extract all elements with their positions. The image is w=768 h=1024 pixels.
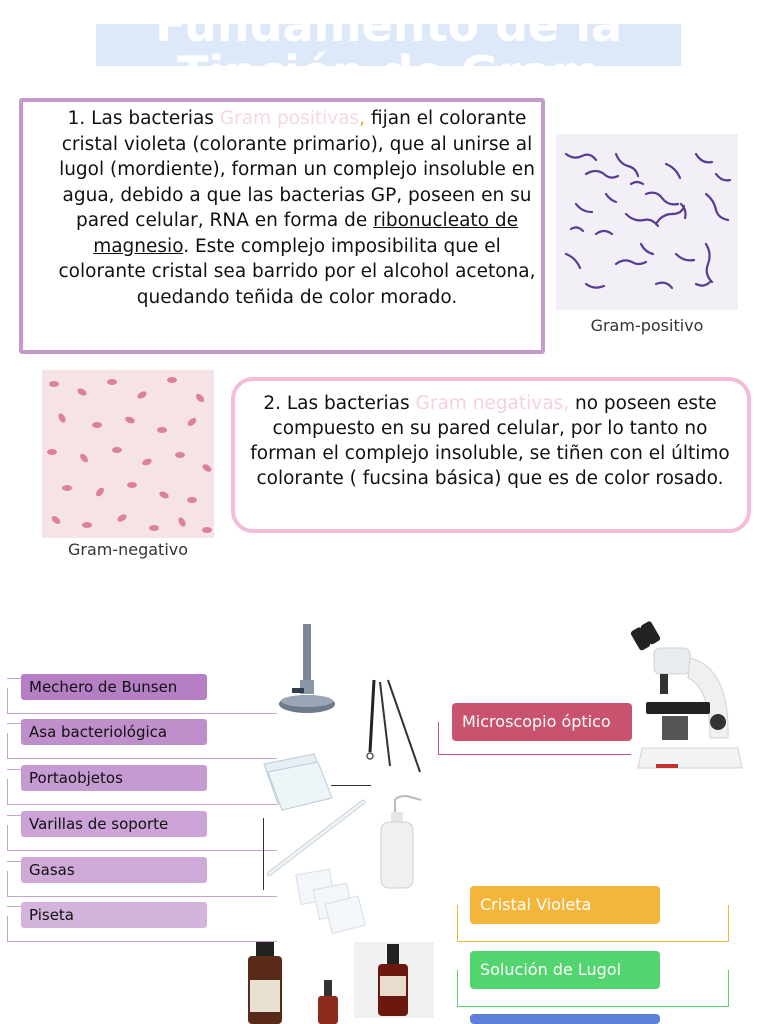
material-bunsen-burner: Mechero de Bunsen — [21, 674, 207, 700]
gram-positive-micrograph — [556, 134, 738, 310]
gn-prefix: 2. Las bacterias — [263, 393, 416, 414]
gp-prefix: 1. Las bacterias — [67, 108, 220, 129]
dropper-bottle-icon — [314, 980, 342, 1024]
gram-positive-bacteria-icon — [556, 134, 738, 310]
wash-bottle-icon — [375, 794, 429, 892]
gp-underlined-term: ribonucleato de magnesio — [93, 210, 518, 257]
gn-highlight: Gram negativas, — [415, 393, 570, 414]
material-slides: Portaobjetos — [21, 765, 207, 791]
microscope-icon — [630, 618, 750, 782]
lugol-tag: Solución de Lugol — [470, 951, 660, 989]
bunsen-burner-icon — [274, 622, 344, 718]
connector-line — [331, 785, 371, 786]
connector-line-vertical — [263, 818, 264, 890]
gram-positive-text — [54, 106, 540, 310]
gram-negative-micrograph — [42, 370, 214, 538]
reagent-photo — [354, 942, 434, 1018]
gp-comma: , — [359, 108, 366, 129]
gp-highlight: Gram positivas — [219, 108, 360, 129]
material-gauze: Gasas — [21, 857, 207, 883]
gauze-icon — [294, 866, 370, 936]
gram-negative-bacteria-icon — [42, 370, 214, 538]
amber-bottle-icon — [354, 942, 434, 1018]
reagent-bottle-icon — [244, 940, 286, 1024]
gram-positive-caption: Gram-positivo — [590, 316, 704, 335]
gn-body: no poseen este compuesto en su pared celular, por lo tanto no forman el complejo insoluble, se tiñen con el último colorante ( fucsina básica) que es de color rosado. — [250, 393, 730, 489]
microscope-tag: Microscopio óptico — [452, 703, 632, 741]
page-title-line2: Tinción de Gram — [177, 46, 600, 100]
crystal-violet-tag: Cristal Violeta — [470, 886, 660, 924]
gram-negative-text — [242, 391, 738, 491]
gp-body-b: . Este complejo imposibilita que el colorante cristal sea barrido por el alcohol acetona, quedando teñida de color morado. — [58, 235, 536, 308]
third-reagent-tag — [470, 1014, 660, 1024]
title-banner — [96, 0, 681, 100]
material-support-rods: Varillas de soporte — [21, 811, 207, 837]
gram-negative-caption: Gram-negativo — [67, 540, 189, 559]
page-title: Fundamento de la — [154, 0, 623, 52]
inoculating-loop-icon — [362, 676, 426, 778]
material-wash-bottle: Piseta — [21, 902, 207, 928]
material-inoculating-loop: Asa bacteriológica — [21, 719, 207, 745]
gp-body-a: fijan el colorante cristal violeta (colorante primario), que al unirse al lugol (mordiente), forman un complejo insoluble en agua, debido a que las bacterias GP, poseen en su pared celular, RNA en forma de — [59, 108, 535, 231]
